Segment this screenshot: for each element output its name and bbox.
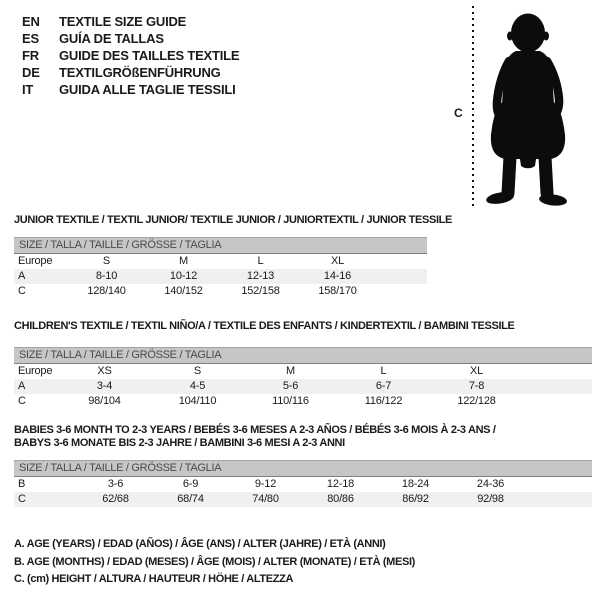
- table-cell: M: [179, 255, 188, 267]
- language-title: TEXTILGRÖßENFÜHRUNG: [59, 65, 221, 80]
- table-row: [14, 394, 592, 409]
- row-label: Europe: [18, 365, 53, 377]
- table-cell: 4-5: [189, 380, 206, 392]
- table-cell: 3-4: [96, 380, 113, 392]
- table-cell: 14-16: [323, 270, 352, 282]
- language-row: [22, 81, 239, 98]
- table-cell: 68/74: [177, 493, 204, 505]
- table-cell: 140/152: [164, 285, 203, 297]
- note-line: B. AGE (MONTHS) / EDAD (MESES) / ÂGE (MOIS) / ALTER (MONATE) / ETÀ (MESI): [14, 555, 415, 568]
- language-title: TEXTILE SIZE GUIDE: [59, 14, 187, 29]
- language-title: GUÍA DE TALLAS: [59, 31, 164, 46]
- baby-figure: [450, 4, 600, 216]
- height-dotted-line: [471, 6, 475, 210]
- height-label: C: [454, 106, 463, 120]
- table-cell: 92/98: [477, 493, 504, 505]
- table-cell: 6-9: [182, 478, 199, 490]
- table-cell: 7-8: [468, 380, 485, 392]
- table-cell: 24-36: [476, 478, 505, 490]
- language-code: DE: [22, 65, 40, 80]
- table-grid: [14, 460, 592, 507]
- table-cell: L: [380, 365, 387, 377]
- language-list: [22, 13, 239, 98]
- size-header-bar: SIZE / TALLA / TAILLE / GRÖSSE / TAGLIA: [14, 237, 427, 254]
- language-code: FR: [22, 48, 39, 63]
- language-code: IT: [22, 82, 34, 97]
- row-label: B: [18, 478, 26, 490]
- table-row: [14, 492, 592, 507]
- table-cell: 158/170: [318, 285, 357, 297]
- table-row: [14, 364, 592, 379]
- row-label: C: [18, 493, 26, 505]
- table-cell: 128/140: [87, 285, 126, 297]
- table-cell: 9-12: [254, 478, 277, 490]
- table-cell: 98/104: [88, 395, 121, 407]
- table-cell: 5-6: [282, 380, 299, 392]
- babies-textile-table: [14, 424, 592, 507]
- baby-silhouette-icon: [478, 9, 578, 209]
- table-cell: L: [257, 255, 264, 267]
- junior-textile-table: [14, 214, 453, 299]
- table-row: [14, 284, 427, 299]
- table-row: [14, 269, 427, 284]
- size-header-bar: SIZE / TALLA / TAILLE / GRÖSSE / TAGLIA: [14, 460, 592, 477]
- table-cell: XS: [97, 365, 112, 377]
- table-row: [14, 379, 592, 394]
- row-label: A: [18, 270, 26, 282]
- table-cell: 8-10: [95, 270, 118, 282]
- table-title: BABIES 3-6 MONTH TO 2-3 YEARS / BEBÉS 3-6 MESES A 2-3 AÑOS / BÉBÉS 3-6 MOIS À 2-3 ANS /: [14, 424, 496, 436]
- table-grid: [14, 237, 427, 299]
- table-cell: 104/110: [178, 395, 217, 407]
- table-cell: 12-18: [326, 478, 355, 490]
- row-label: C: [18, 285, 26, 297]
- table-row: [14, 254, 427, 269]
- table-cell: M: [286, 365, 295, 377]
- language-title: GUIDE DES TAILLES TEXTILE: [59, 48, 240, 63]
- row-label: A: [18, 380, 26, 392]
- table-cell: 6-7: [375, 380, 392, 392]
- language-title: GUIDA ALLE TAGLIE TESSILI: [59, 82, 236, 97]
- table-row: [14, 477, 592, 492]
- note-line: A. AGE (YEARS) / EDAD (AÑOS) / ÂGE (ANS) / ALTER (JAHRE) / ETÀ (ANNI): [14, 538, 386, 550]
- table-cell: 110/116: [272, 395, 309, 407]
- table-cell: 116/122: [364, 395, 403, 407]
- table-cell: 18-24: [401, 478, 430, 490]
- table-cell: 62/68: [102, 493, 129, 505]
- table-grid: [14, 347, 592, 409]
- table-title-line2: BABYS 3-6 MONATE BIS 2-3 JAHRE / BAMBINI 3-6 MESI A 2-3 ANNI: [14, 437, 345, 449]
- row-label: C: [18, 395, 26, 407]
- table-cell: XL: [469, 365, 484, 377]
- table-cell: S: [193, 365, 202, 377]
- legend-notes: [14, 536, 415, 589]
- table-cell: 10-12: [169, 270, 198, 282]
- table-cell: 12-13: [246, 270, 275, 282]
- childrens-textile-table: [14, 320, 592, 409]
- table-cell: 86/92: [402, 493, 429, 505]
- table-cell: S: [102, 255, 111, 267]
- table-cell: 74/80: [252, 493, 279, 505]
- table-cell: 3-6: [107, 478, 124, 490]
- table-title: JUNIOR TEXTILE / TEXTIL JUNIOR/ TEXTILE JUNIOR / JUNIORTEXTIL / JUNIOR TESSILE: [14, 214, 453, 226]
- size-header-bar: SIZE / TALLA / TAILLE / GRÖSSE / TAGLIA: [14, 347, 592, 364]
- table-cell: 122/128: [457, 395, 496, 407]
- language-code: ES: [22, 31, 39, 46]
- table-cell: 80/86: [327, 493, 354, 505]
- language-code: EN: [22, 14, 40, 29]
- table-cell: XL: [330, 255, 345, 267]
- note-line: C. (cm) HEIGHT / ALTURA / HAUTEUR / HÖHE / ALTEZZA: [14, 573, 294, 585]
- language-row: [22, 64, 239, 81]
- table-title: CHILDREN'S TEXTILE / TEXTIL NIÑO/A / TEXTILE DES ENFANTS / KINDERTEXTIL / BAMBINI TESSILE: [14, 320, 515, 332]
- language-row: [22, 13, 239, 30]
- table-cell: 152/158: [241, 285, 280, 297]
- language-row: [22, 30, 239, 47]
- row-label: Europe: [18, 255, 53, 267]
- language-row: [22, 47, 239, 64]
